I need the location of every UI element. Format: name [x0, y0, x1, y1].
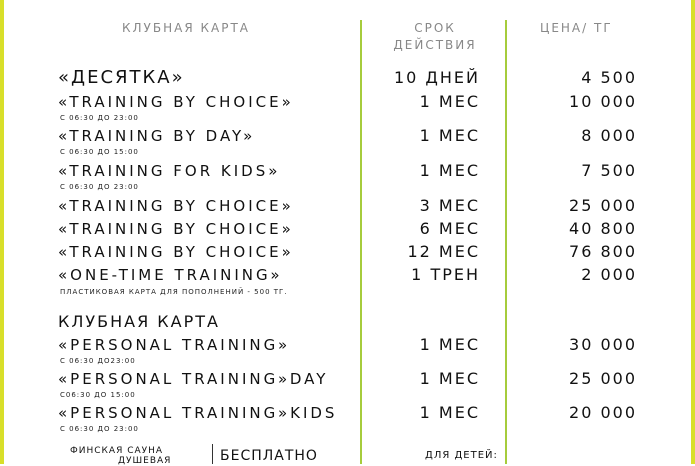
- card-name: «PERSONAL TRAINING»: [58, 336, 291, 354]
- header-price: ЦЕНА/ ТГ: [540, 21, 613, 35]
- price-row: [0, 92, 695, 112]
- price-row: [0, 403, 695, 423]
- card-name: «TRAINING BY DAY»: [58, 127, 256, 145]
- header-card: КЛУБНАЯ КАРТА: [122, 21, 250, 35]
- price-row: [0, 126, 695, 146]
- card-name: «PERSONAL TRAINING»DAY: [58, 370, 329, 388]
- price-row: [0, 161, 695, 181]
- card-name: «ДЕСЯТКА»: [58, 67, 185, 88]
- card-price: 4 500: [581, 68, 637, 87]
- card-price: 10 000: [569, 92, 637, 111]
- card-term: 1 ТРЕН: [411, 265, 480, 284]
- card-price: 8 000: [581, 126, 637, 145]
- price-row: [0, 219, 695, 239]
- card-term: 1 МЕС: [419, 161, 480, 180]
- card-term: 3 МЕС: [419, 196, 480, 215]
- card-name: «TRAINING FOR KIDS»: [58, 162, 281, 180]
- card-name: «TRAINING BY CHOICE»: [58, 220, 294, 238]
- footer-kids: ДЛЯ ДЕТЕЙ:: [425, 450, 498, 461]
- card-name: «TRAINING BY CHOICE»: [58, 243, 294, 261]
- card-name: «TRAINING BY CHOICE»: [58, 93, 294, 111]
- card-price: 76 800: [569, 242, 637, 261]
- card-hours: С06:30 ДО 15:00: [60, 391, 136, 399]
- price-row: [0, 68, 695, 88]
- price-row: [0, 242, 695, 262]
- card-hours: С 06:30 ДО23:00: [60, 357, 136, 365]
- card-term: 12 МЕС: [407, 242, 480, 261]
- footer-free: БЕСПЛАТНО: [220, 448, 318, 464]
- card-hours: С 06:30 ДО 23:00: [60, 425, 139, 433]
- header-term-line1: СРОК: [414, 21, 456, 35]
- card-price: 25 000: [569, 369, 637, 388]
- price-row: [0, 369, 695, 389]
- footer-divider: [212, 444, 213, 464]
- card-price: 7 500: [581, 161, 637, 180]
- card-price: 20 000: [569, 403, 637, 422]
- price-row: [0, 196, 695, 216]
- card-term: 1 МЕС: [419, 126, 480, 145]
- card-price: 25 000: [569, 196, 637, 215]
- header-term-line2: ДЕЙСТВИЯ: [393, 38, 477, 52]
- card-price: 30 000: [569, 335, 637, 354]
- card-term: 1 МЕС: [419, 335, 480, 354]
- card-term: 10 ДНЕЙ: [393, 68, 480, 87]
- price-row: [0, 265, 695, 285]
- footer-shower: ДУШЕВАЯ: [118, 456, 172, 466]
- card-term: 1 МЕС: [419, 369, 480, 388]
- footer-sauna: ФИНСКАЯ САУНА: [70, 446, 164, 456]
- card-price: 40 800: [569, 219, 637, 238]
- card-note: ПЛАСТИКОВАЯ КАРТА ДЛЯ ПОПОЛНЕНИЙ - 500 ТГ.: [60, 288, 288, 296]
- price-row: [0, 335, 695, 355]
- card-term: 6 МЕС: [419, 219, 480, 238]
- section-title: КЛУБНАЯ КАРТА: [58, 312, 220, 331]
- card-price: 2 000: [581, 265, 637, 284]
- card-name: «PERSONAL TRAINING»KIDS: [58, 404, 338, 422]
- header-term: [380, 20, 490, 54]
- card-name: «TRAINING BY CHOICE»: [58, 197, 294, 215]
- card-hours: С 06:30 ДО 23:00: [60, 183, 139, 191]
- card-hours: С 06:30 ДО 23:00: [60, 114, 139, 122]
- card-term: 1 МЕС: [419, 403, 480, 422]
- card-term: 1 МЕС: [419, 92, 480, 111]
- card-hours: С 06:30 ДО 15:00: [60, 148, 139, 156]
- card-name: «ONE-TIME TRAINING»: [58, 266, 283, 284]
